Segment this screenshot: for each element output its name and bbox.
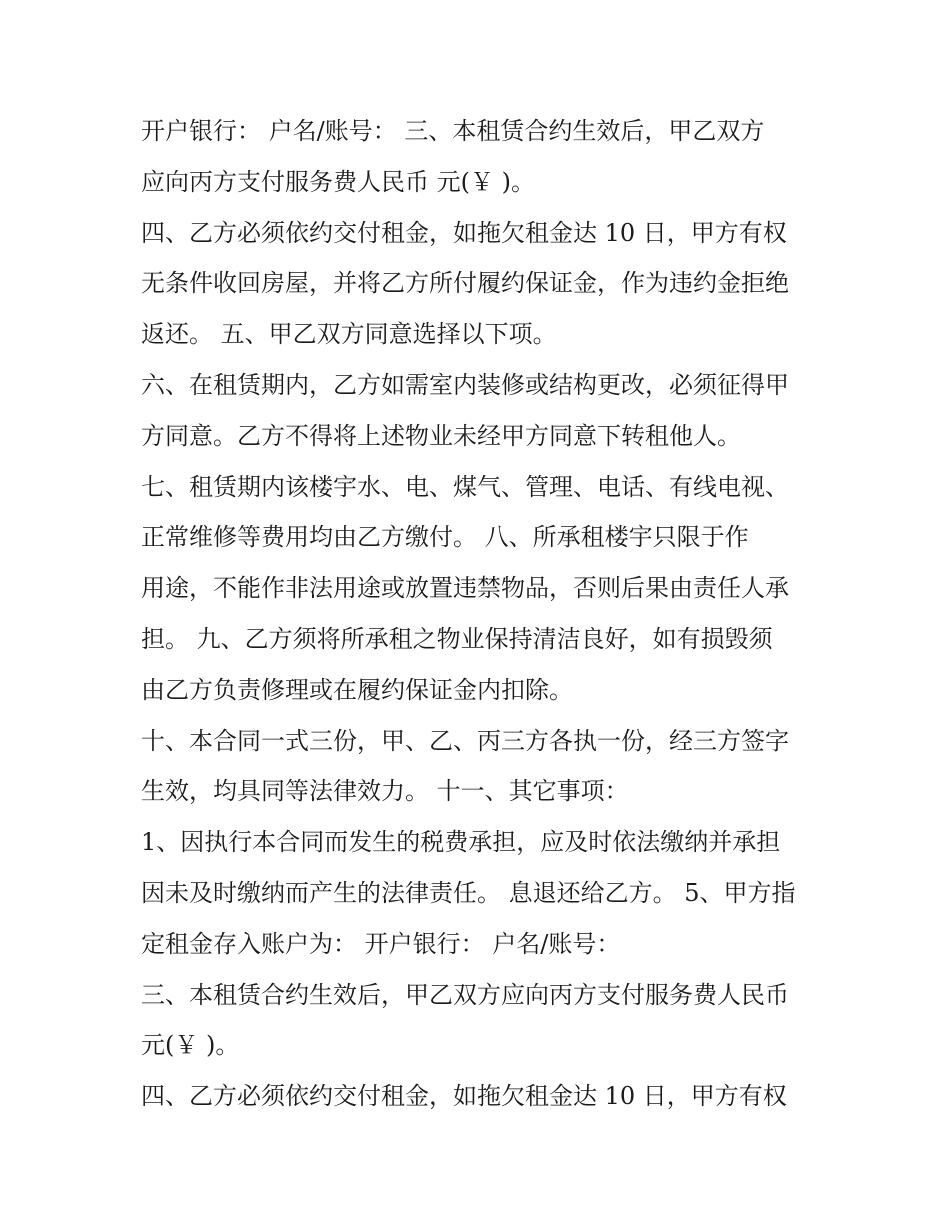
- text-line: 六、在租赁期内，乙方如需室内装修或结构更改，必须征得甲: [141, 370, 789, 399]
- text-line: 方同意。乙方不得将上述物业未经甲方同意下转租他人。: [141, 421, 741, 450]
- text-line: 应向丙方支付服务费人民币 元(￥ )。: [141, 167, 535, 196]
- text-line: 由乙方负责修理或在履约保证金内扣除。: [141, 675, 573, 704]
- text-line: 四、乙方必须依约交付租金，如拖欠租金达 10 日，甲方有权: [141, 218, 787, 247]
- text-line: 三、本租赁合约生效后，甲乙双方应向丙方支付服务费人民币: [141, 980, 789, 1009]
- text-line: 返还。 五、甲乙双方同意选择以下项。: [141, 320, 557, 349]
- text-line: 元(￥ )。: [141, 1031, 240, 1060]
- document-body: [141, 106, 821, 1122]
- text-line: 无条件收回房屋，并将乙方所付履约保证金，作为违约金拒绝: [141, 269, 789, 298]
- text-line: 生效，均具同等法律效力。 十一、其它事项：: [141, 777, 629, 806]
- text-line: 正常维修等费用均由乙方缴付。 八、所承租楼宇只限于作: [141, 523, 749, 552]
- text-line: 用途，不能作非法用途或放置违禁物品，否则后果由责任人承: [141, 574, 789, 603]
- text-line: 七、租赁期内该楼宇水、电、煤气、管理、电话、有线电视、: [141, 472, 789, 501]
- text-line: 担。 九、乙方须将所承租之物业保持清洁良好，如有损毁须: [141, 624, 773, 653]
- text-line: 十、本合同一式三份，甲、乙、丙三方各执一份，经三方签字: [141, 726, 789, 755]
- text-line: 开户银行： 户名/账号： 三、本租赁合约生效后，甲乙双方: [141, 117, 765, 145]
- text-line: 定租金存入账户为： 开户银行： 户名/账号：: [141, 929, 621, 958]
- text-line: 四、乙方必须依约交付租金，如拖欠租金达 10 日，甲方有权: [141, 1082, 787, 1111]
- text-line: 因未及时缴纳而产生的法律责任。 息退还给乙方。 5、甲方指: [141, 878, 796, 907]
- text-line: 1、因执行本合同而发生的税费承担，应及时依法缴纳并承担: [141, 828, 781, 857]
